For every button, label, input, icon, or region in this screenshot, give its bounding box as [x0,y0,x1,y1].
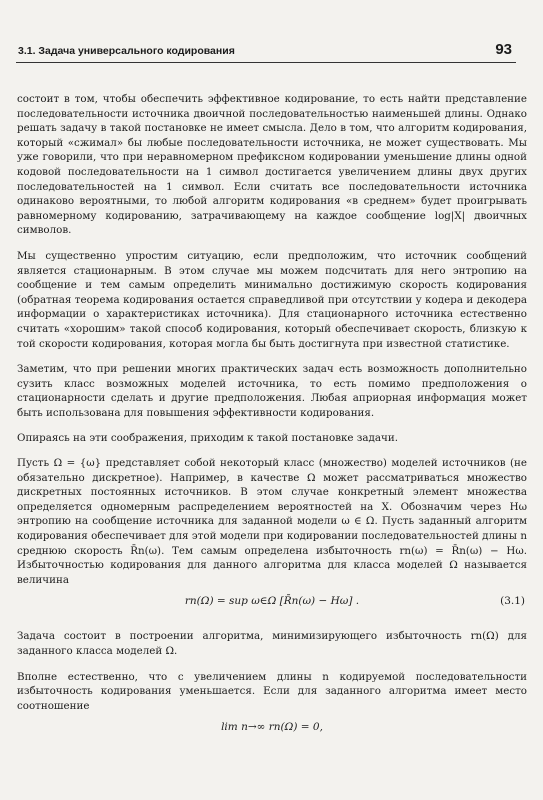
paragraph: Пусть Ω = {ω} представляет собой некоторый класс (множество) моделей источников (не обязательно дискретное). Например, в качестве Ω может рассматриваться множество дискретных постоянных источников. В этом случае конкретный элемент множества определяется одномерным распределением вероятностей на X. Обозначим через Hω энтропию на сообщение источника для заданной модели ω ∈ Ω. Пусть заданный алгоритм кодирования обеспечивает для этой модели при кодировании последовательностей длины n среднюю скорость R̄n(ω). Тем самым определена избыточность rn(ω) = R̄n(ω) − Hω. Избыточностью кодирования для данного алгоритма для класса моделей Ω называется величина [17,457,527,586]
equation-number: (3.1) [500,595,525,608]
page-header [16,40,516,63]
paragraph: Задача состоит в построении алгоритма, минимизирующего избыточность rn(Ω) для заданного класса моделей Ω. [17,630,527,657]
running-head: 3.1. Задача универсального кодирования [18,45,235,57]
paragraph: Вполне естественно, что с увеличением длины n кодируемой последовательности избыточность кодирования уменьшается. Если для заданного алгоритма имеет место соотношение [17,670,527,712]
equation-3-1 [17,591,527,621]
paragraph: состоит в том, чтобы обеспечить эффективное кодирование, то есть найти представление последовательности источника двоичной последовательностью наименьшей длины. Однако решать задачу в такой постановке не имеет смысла. Дело в том, что алгоритм кодирования, который «сжимал» бы любые последовательности источника, не может существовать. Мы уже говорили, что при неравномерном префиксном кодировании уменьшение длины одной кодовой последовательности на 1 символ достигается увеличением длины двух других последовательностей на 1 символ. Если считать все последовательности источника одинаково вероятными, то любой алгоритм кодирования «в среднем» будет проигрывать равномерному кодированию, затрачивающему на каждое сообщение log|X| двоичных символов. [17,93,527,237]
equation-formula: rn(Ω) = sup ω∈Ω [R̄n(ω) − Hω] . [184,595,360,608]
page-number: 93 [495,41,512,58]
paragraph: Заметим, что при решении многих практических задач есть возможность дополнительно сузить класс возможных моделей источника, то есть помимо предположения о стационарности сделать и другие предположения. Любая априорная информация может быть использована для повышения эффективности кодирования. [17,363,527,419]
paragraph: Мы существенно упростим ситуацию, если предположим, что источник сообщений является стационарным. В этом случае мы можем подсчитать для него энтропию на сообщение и тем самым определить минимально достижимую скорость кодирования (обратная теорема кодирования остается справедливой при отсутствии у кодера и декодера информации о характеристиках источника). Для стационарного источника естественно считать «хорошим» такой способ кодирования, который обеспечивает скорость, близкую к той скорости кодирования, которая могла бы быть достигнута при известной статистике. [17,249,527,350]
paragraph: Опираясь на эти соображения, приходим к такой постановке задачи. [17,432,398,445]
page-body [17,92,527,753]
limit-formula: lim n→∞ rn(Ω) = 0, [221,721,323,734]
